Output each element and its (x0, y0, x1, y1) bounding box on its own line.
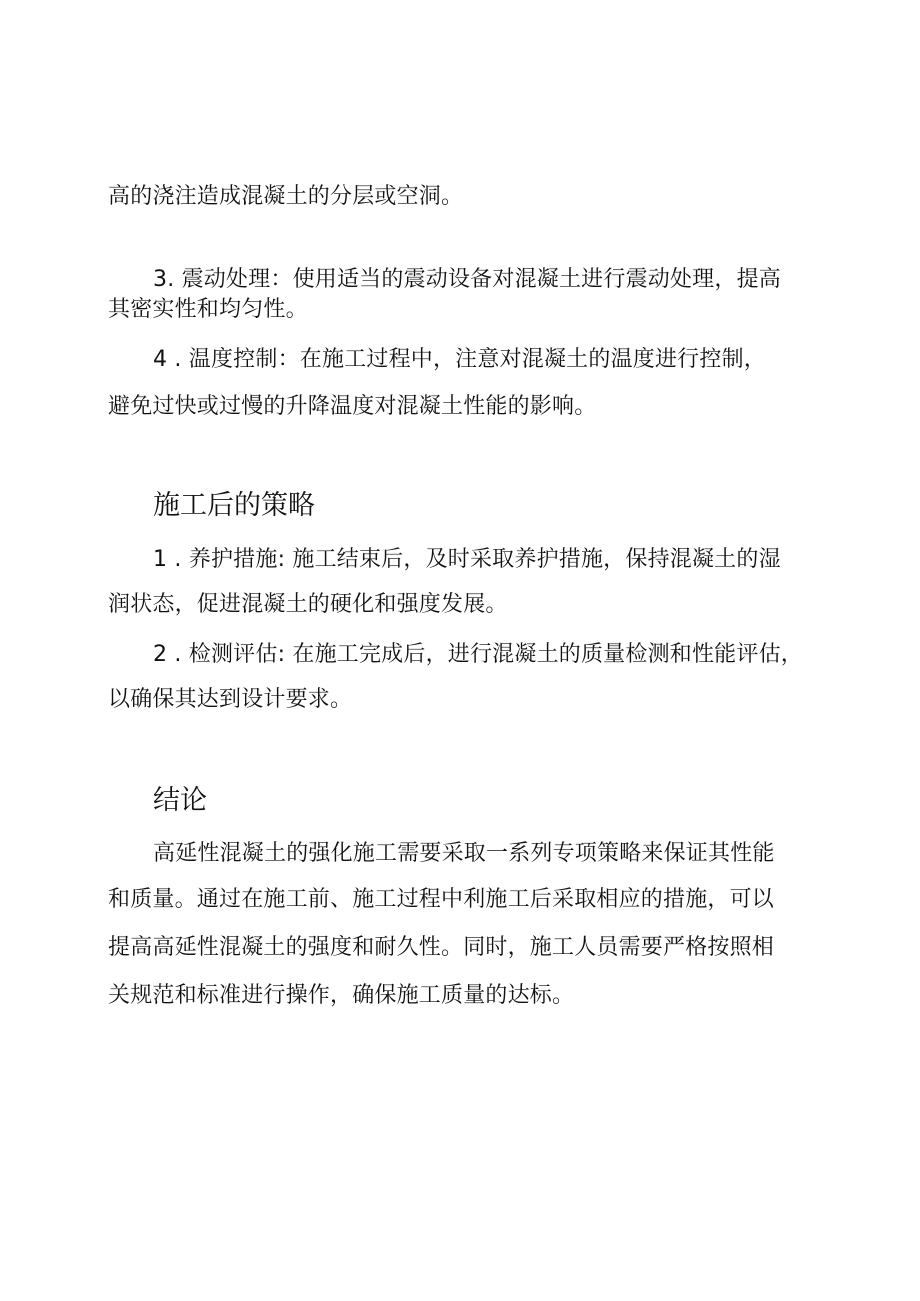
post-item-2-line-2: 以确保其达到设计要求。 (108, 687, 353, 712)
conclusion-line-2: 和质量。通过在施工前、施工过程中利施工后采取相应的措施，可以 (108, 887, 775, 912)
section-heading-post-construction: 施工后的策略 (153, 490, 315, 521)
item-4-line-2: 避免过快或过慢的升降温度对混凝土性能的影响。 (108, 394, 597, 419)
post-item-1-line-2: 润状态，促进混凝土的硬化和强度发展。 (108, 592, 508, 617)
conclusion-line-4: 关规范和标准进行操作，确保施工质量的达标。 (108, 983, 575, 1008)
item-3-line-2: 其密实性和均匀性。 (108, 297, 308, 322)
continuation-line-1: 高的浇注造成混凝土的分层或空洞。 (108, 184, 464, 209)
item-4-line-1: 4 . 温度控制：在施工过程中，注意对混凝土的温度进行控制， (153, 347, 766, 372)
post-item-2-line-1: 2 . 检测评估: 在施工完成后，进行混凝土的质量检测和性能评估， (153, 642, 803, 667)
post-item-1-line-1: 1 . 养护措施: 施工结束后，及时采取养护措施，保持混凝土的湿 (153, 547, 781, 572)
conclusion-line-3: 提高高延性混凝土的强度和耐久性。同时，施工人员需要严格按照相 (108, 935, 775, 960)
conclusion-line-1: 高延性混凝土的强化施工需要采取一系列专项策略来保证其性能 (153, 841, 775, 866)
item-3-line-1: 3. 震动处理：使用适当的震动设备对混凝土进行震动处理，提高 (153, 267, 781, 292)
section-heading-conclusion: 结论 (153, 785, 207, 816)
